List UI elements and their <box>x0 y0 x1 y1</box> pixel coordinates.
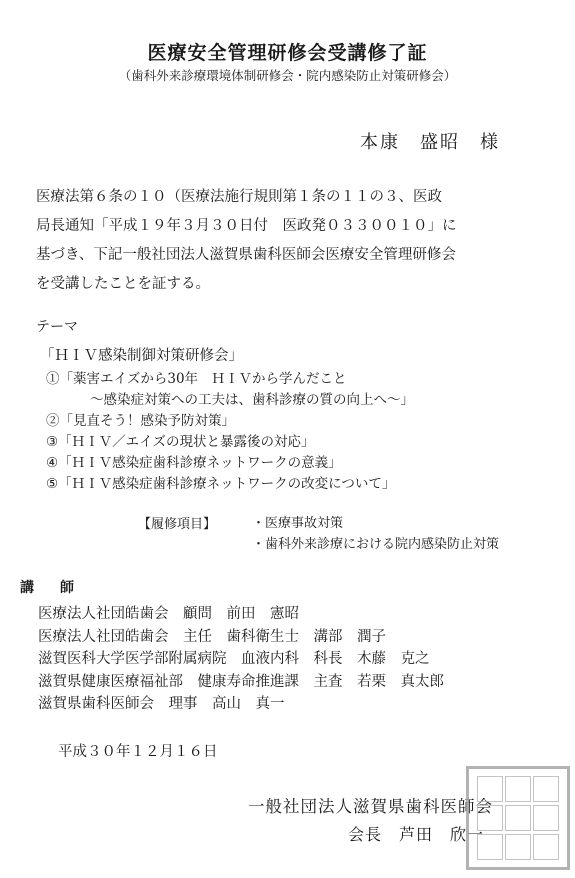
official-seal-icon <box>466 766 570 870</box>
seal-mark <box>505 776 531 802</box>
lecturer-item: 滋賀県健康医療福祉部 健康寿命推進課 主査 若栗 真太郎 <box>38 673 444 690</box>
lecturer-item: 滋賀医科大学医学部附属病院 血液内科 科長 木藤 克之 <box>38 651 430 667</box>
requirement-item: ・歯科外来診療における院内感染防止対策 <box>252 537 500 552</box>
topic-item: ②「見直そう！感染予防対策」 <box>46 413 235 429</box>
seal-mark <box>505 834 531 860</box>
lecturer-item: 医療法人社団皓歯会 顧問 前田 憲昭 <box>38 606 299 622</box>
topic-item: ③「ＨＩＶ／エイズの現状と暴露後の対応」 <box>46 434 315 450</box>
theme-topic-list <box>46 369 414 495</box>
seal-mark <box>533 834 559 860</box>
topic-subtitle: ～感染症対策への工夫は、歯科診療の質の向上へ～」 <box>90 392 414 408</box>
body-line: を受講したことを証する。 <box>36 276 210 292</box>
certificate-subtitle: （歯科外来診療環境体制研修会・院内感染防止対策研修会） <box>118 68 457 83</box>
requirements-list <box>252 513 499 555</box>
requirement-item: ・医療事故対策 <box>252 516 344 531</box>
body-line: 医療法第６条の１０（医療法施行規則第１条の１１の３、医政 <box>36 189 442 205</box>
body-line: 局長通知「平成１９年３月３０日付 医政発０３３００１０」に <box>36 218 457 234</box>
lecturer-item: 滋賀県歯科医師会 理事 高山 真一 <box>38 696 285 712</box>
seal-mark <box>477 776 503 802</box>
topic-item: ①「薬害エイズから30年 ＨＩＶから学んだこと <box>46 371 347 387</box>
seal-mark <box>477 834 503 860</box>
issue-date: 平成３０年１２月１６日 <box>58 744 218 760</box>
seal-mark <box>533 805 559 831</box>
certificate-body <box>36 183 546 299</box>
lecturers-label: 講 師 <box>20 580 80 596</box>
body-line: 基づき、下記一般社団法人滋賀県歯科医師会医療安全管理研修会 <box>36 247 456 263</box>
theme-label: テーマ <box>36 319 78 335</box>
seal-mark <box>477 805 503 831</box>
seal-mark <box>505 805 531 831</box>
certificate-title: 医療安全管理研修会受講修了証 <box>147 42 428 64</box>
topic-item: ⑤「ＨＩＶ感染症歯科診療ネットワークの改変について」 <box>46 476 396 492</box>
president-signature: 会長 芦田 欣一 <box>348 825 485 844</box>
issuing-organization: 一般社団法人滋賀県歯科医師会 <box>248 797 493 816</box>
lecturer-item: 医療法人社団皓歯会 主任 歯科衛生士 溝部 潤子 <box>38 628 386 645</box>
recipient-name: 本康 盛昭 様 <box>360 132 500 153</box>
requirements-label: 【履修項目】 <box>138 517 217 532</box>
lecturer-list <box>38 603 444 716</box>
topic-item: ④「ＨＩＶ感染症歯科診療ネットワークの意義」 <box>46 455 342 471</box>
theme-main-title: 「ＨＩＶ感染制御対策研修会」 <box>40 348 243 364</box>
seal-mark <box>533 776 559 802</box>
